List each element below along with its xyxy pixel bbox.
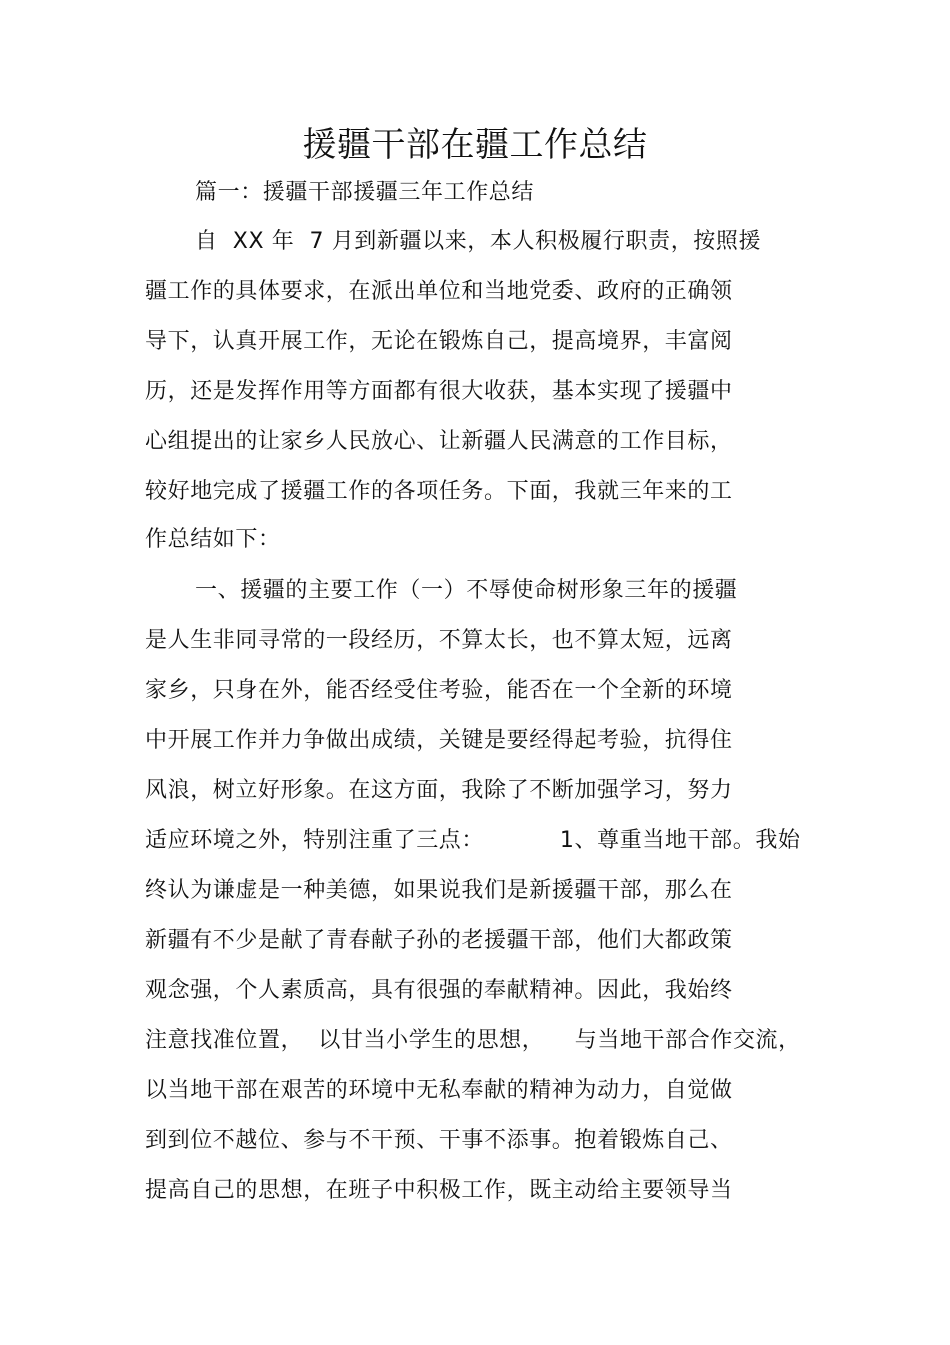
paragraph-line: 疆工作的具体要求，在派出单位和当地党委、政府的正确领 [145, 279, 733, 304]
paragraph-line: 风浪，树立好形象。在这方面，我除了不断加强学习，努力 [145, 778, 733, 803]
paragraph-line: 观念强，个人素质高，具有很强的奉献精神。因此，我始终 [145, 978, 733, 1003]
document-title: 援疆干部在疆工作总结 [302, 125, 648, 165]
paragraph-line: 以当地干部在艰苦的环境中无私奉献的精神为动力，自觉做 [145, 1078, 733, 1103]
paragraph-line: 终认为谦虚是一种美德，如果说我们是新援疆干部，那么在 [145, 878, 733, 903]
paragraph-line: 注意找准位置， 以甘当小学生的思想， 与当地干部合作交流， [145, 1028, 801, 1053]
paragraph-line: 一、援疆的主要工作（一）不辱使命树形象三年的援疆 [195, 578, 738, 603]
paragraph-line: 家乡，只身在外，能否经受住考验，能否在一个全新的环境 [145, 678, 733, 703]
paragraph-line: 新疆有不少是献了青春献子孙的老援疆干部，他们大都政策 [145, 928, 733, 953]
document-subtitle: 篇一：援疆干部援疆三年工作总结 [195, 180, 535, 205]
paragraph-line: 作总结如下： [145, 527, 281, 552]
paragraph-line: 提高自己的思想，在班子中积极工作，既主动给主要领导当 [145, 1178, 733, 1203]
paragraph-line: 自 XX 年 7 月到新疆以来，本人积极履行职责，按照援 [195, 229, 762, 254]
paragraph-line: 是人生非同寻常的一段经历，不算太长，也不算太短，远离 [145, 628, 733, 653]
paragraph-line: 较好地完成了援疆工作的各项任务。下面，我就三年来的工 [145, 479, 733, 504]
paragraph-line: 历，还是发挥作用等方面都有很大收获，基本实现了援疆中 [145, 379, 733, 404]
paragraph-line: 中开展工作并力争做出成绩，关键是要经得起考验，抗得住 [145, 728, 733, 753]
paragraph-line: 心组提出的让家乡人民放心、让新疆人民满意的工作目标， [145, 429, 733, 454]
paragraph-line: 到到位不越位、参与不干预、干事不添事。抱着锻炼自己、 [145, 1128, 733, 1153]
paragraph-line: 导下，认真开展工作，无论在锻炼自己，提高境界，丰富阅 [145, 329, 733, 354]
paragraph-line: 适应环境之外，特别注重了三点： 1、尊重当地干部。我始 [145, 828, 801, 853]
